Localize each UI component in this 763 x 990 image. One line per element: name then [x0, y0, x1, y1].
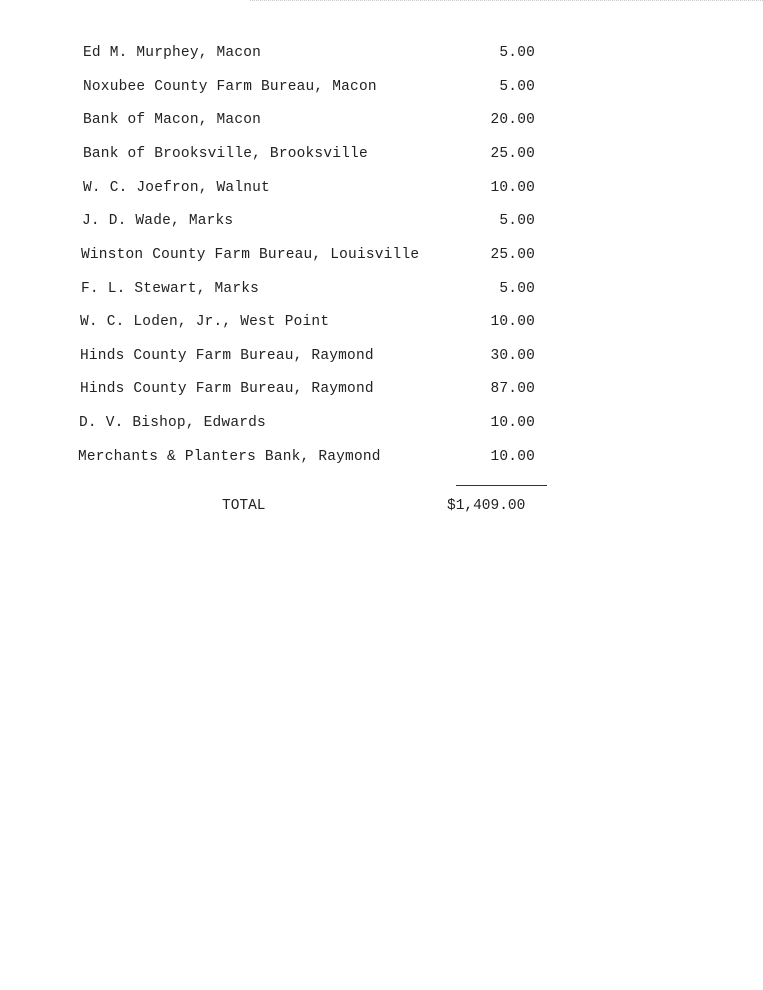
ledger-row [0, 79, 763, 103]
total-label: TOTAL [222, 498, 266, 514]
ledger-row [0, 112, 763, 136]
contribution-amount: 5.00 [499, 281, 535, 297]
total-amount: $1,409.00 [447, 498, 526, 514]
ledger-row [0, 281, 763, 305]
contribution-amount: 10.00 [490, 415, 535, 431]
contribution-amount: 5.00 [499, 213, 535, 229]
contributor-name: Bank of Macon, Macon [83, 112, 262, 128]
ledger-row [0, 45, 763, 69]
total-row [0, 498, 763, 522]
contribution-amount: 30.00 [490, 348, 535, 364]
ledger-row [0, 247, 763, 271]
ledger-row [0, 146, 763, 170]
contributor-name: Bank of Brooksville, Brooksville [83, 146, 368, 162]
contribution-amount: 87.00 [490, 381, 535, 397]
contribution-amount: 20.00 [490, 112, 535, 128]
contributor-name: Ed M. Murphey, Macon [83, 45, 262, 61]
contribution-amount: 5.00 [499, 79, 535, 95]
contribution-amount: 25.00 [490, 146, 535, 162]
ledger-row [0, 180, 763, 204]
ledger-row [0, 381, 763, 405]
contribution-amount: 25.00 [490, 247, 535, 263]
contribution-amount: 10.00 [490, 449, 535, 465]
ledger-row [0, 348, 763, 372]
contributor-name: D. V. Bishop, Edwards [79, 415, 266, 431]
total-divider-line [456, 485, 547, 486]
ledger-row [0, 449, 763, 473]
ledger-row [0, 213, 763, 237]
ledger-row [0, 415, 763, 439]
contributor-name: J. D. Wade, Marks [82, 213, 234, 229]
contributor-name: Merchants & Planters Bank, Raymond [78, 449, 381, 465]
contribution-amount: 10.00 [490, 314, 535, 330]
contributor-name: Winston County Farm Bureau, Louisville [81, 247, 420, 263]
contributor-name: Noxubee County Farm Bureau, Macon [83, 79, 377, 95]
contribution-amount: 5.00 [499, 45, 535, 61]
contributor-name: Hinds County Farm Bureau, Raymond [80, 381, 374, 397]
contributor-name: Hinds County Farm Bureau, Raymond [80, 348, 374, 364]
ledger-row [0, 314, 763, 338]
contributor-name: W. C. Joefron, Walnut [83, 180, 270, 196]
contributor-name: W. C. Loden, Jr., West Point [80, 314, 330, 330]
contribution-amount: 10.00 [490, 180, 535, 196]
contributor-name: F. L. Stewart, Marks [81, 281, 260, 297]
